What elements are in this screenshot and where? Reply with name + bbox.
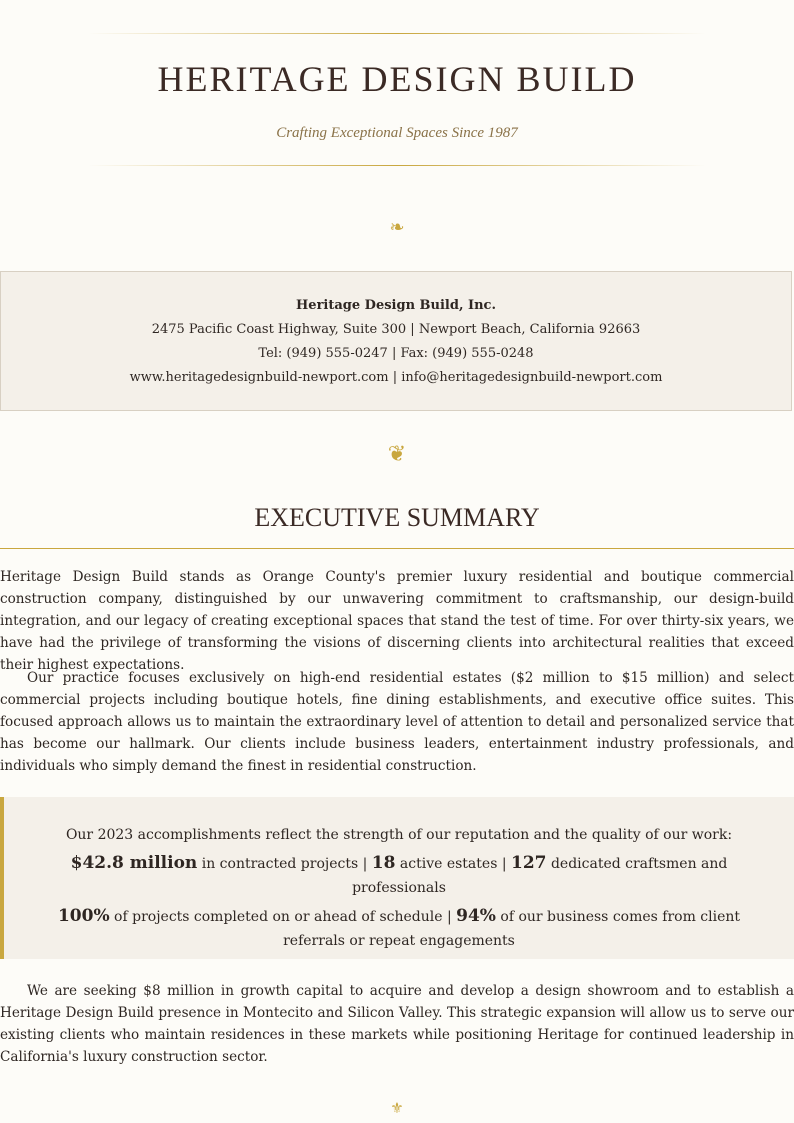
accomplishments-box [0,797,794,959]
contact-phones: Tel: (949) 555-0247 | Fax: (949) 555-0248 [258,346,534,361]
craftsmen-value: 127 [511,853,547,873]
summary-paragraph-2: Our practice focuses exclusively on high-end residential estates ($2 million to $15 million) and select commercial projects including boutique hotels, fine dining establishments, and executive office suites. This focused approach allows us to maintain the extraordinary level of attention to detail and personalized service that has become our hallmark. Our clients include business leaders, entertainment industry professionals, and individuals who simply demand the finest in residential construction. [0,670,794,774]
accomplishments-line-1 [44,851,754,900]
referral-text: of our business comes from client referrals or repeat engagements [283,909,741,949]
section-title-rule [0,548,794,549]
header-top-rule [88,33,706,34]
company-name: HERITAGE DESIGN BUILD [157,59,637,99]
contact-web-email: www.heritagedesignbuild-newport.com | info@heritagedesignbuild-newport.com [129,370,663,385]
estates-text: active estates | [395,856,511,872]
referral-value: 94% [456,906,496,926]
schedule-text: of projects completed on or ahead of schedule | [109,909,457,925]
schedule-value: 100% [57,906,110,926]
summary-paragraph-1: Heritage Design Build stands as Orange County's premier luxury residential and boutique commercial construction company, distinguished by our unwavering commitment to craftsmanship, our design-build integration, and our legacy of creating exceptional spaces that stand the test of time. For over thirty-six years, we have had the privilege of transforming the visions of discerning clients into architectural realities that exceed their highest expectations. [0,569,794,673]
header-bottom-rule [88,165,706,166]
accomplishments-line-2 [44,904,754,953]
section-title: EXECUTIVE SUMMARY [254,503,540,532]
fleur-de-lis-icon: ⚜ [390,1099,404,1117]
estates-value: 18 [371,853,396,873]
contact-block [0,271,792,411]
tagline: Crafting Exceptional Spaces Since 1987 [276,125,518,141]
craftsmen-text: dedicated craftsmen and professionals [352,856,728,896]
floral-ornament-icon: ❧ [389,217,405,238]
contracted-value: $42.8 million [70,853,198,873]
contracted-text: in contracted projects | [197,856,372,872]
contact-address: 2475 Pacific Coast Highway, Suite 300 | Newport Beach, California 92663 [151,322,641,337]
summary-paragraph-3: We are seeking $8 million in growth capital to acquire and develop a design showroom and to establish a Heritage Design Build presence in Montecito and Silicon Valley. This strategic expansion will allow us to serve our existing clients who maintain residences in these markets while positioning Heritage for continued leadership in California's luxury construction sector. [0,983,794,1065]
heart-ornament-icon: ❦ [387,442,407,467]
accomplishments-intro: Our 2023 accomplishments reflect the strength of our reputation and the quality of our work: [65,827,733,843]
contact-legal-name: Heritage Design Build, Inc. [296,298,496,313]
